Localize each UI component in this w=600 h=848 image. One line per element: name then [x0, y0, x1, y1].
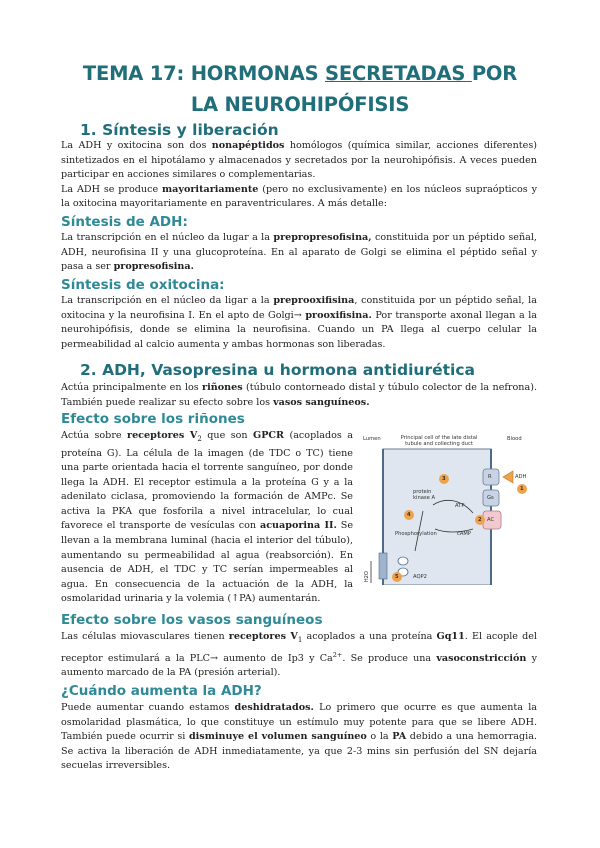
paragraph-adh-action: Actúa principalmente en los riñones (túbulo contorneado distal y túbulo colector de la nefrona). También puede realizar su efecto sobre los vasos sanguíneos.: [61, 382, 537, 408]
blood-label: Blood: [507, 436, 522, 442]
principal-cell-diagram: [361, 433, 539, 585]
atp-label: ATP: [455, 503, 465, 509]
step-number-5: 5: [395, 574, 399, 580]
aqp2-channel: [379, 553, 387, 579]
aqp2-label: AQP2: [413, 574, 427, 580]
title-text: LA NEUROHIPÓFISIS: [190, 93, 410, 116]
paragraph-vessels-effect: Las células miovasculares tienen receptores $V_1$ acoplados a una proteína Gq11. El acople del receptor estimulará a la PLC→ aumento de Ip3 y $Ca^{2+}$. Se produce una vasoconstricción y aumento marcado de la PA (presión arterial).: [61, 631, 538, 679]
step-number-2: 2: [478, 517, 482, 523]
paragraph-adh-synthesis: La transcripción en el núcleo da lugar a la prepropresofisina, constituida por un péptido señal, ADH, neurofisina II y una glucoproteína. En al aparato de Golgi se elimina el péptido señal y pasa a ser propresofisina.: [61, 232, 537, 273]
adh-label: ADH: [515, 474, 527, 480]
subheading-vessels: Efecto sobre los vasos sanguíneos: [61, 612, 323, 628]
ac-label: AC: [487, 517, 495, 523]
phosphorylation-label: Phosphorylation: [395, 531, 437, 537]
gs-label: Gs: [487, 495, 494, 501]
subheading-kidney: Efecto sobre los riñones: [61, 411, 245, 427]
lumen-label: Lumen: [363, 436, 381, 442]
diagram-svg: [361, 433, 539, 585]
paragraph-when-adh: Puede aumentar cuando estamos deshidratados. Lo primero que ocurre es que aumenta la osmolaridad plasmática, lo que constituye un estímulo muy potente para que se libere ADH. También puede ocurrir si disminuye el volumen sanguíneo o la PA debido a una hemorragia. Se activa la liberación de ADH inmediatamente, ya que 2-3 mins sin perfusión del SN dejaría secuelas irreversibles.: [61, 702, 537, 772]
adh-icon: [503, 471, 513, 483]
subheading-adh: Síntesis de ADH:: [61, 214, 188, 230]
h2o-label: H2O: [364, 571, 370, 583]
paragraph-oxitocina-synthesis: La transcripción en el núcleo da ligar a la preprooxifisina, constituida por un péptido señal, la oxitocina y la neurofisina I. En el apto de Golgi→ prooxifisina. Por transporte axonal llegan a la neurohipófisis, donde se elimina la neurofisina. Cuando un PA llega al cuerpo celular la permeabilidad al calcio aumenta y ambas hormonas son liberadas.: [61, 295, 537, 350]
paragraph-kidney-effect: Actúa sobre receptores $V_2$ que son GPCR (acoplados a proteína G). La célula de la imagen (de TDC o TC) tiene una parte orientada hacia el torrente sanguíneo, por donde llega la ADH. El receptor estimula a la proteína G y a la adenilato ciclasa, promoviendo la formación de AMPc. Se activa la PKA que fosforila a nivel intracelular, lo cual favorece el transporte de vesículas con acuaporina II. Se llevan a la membrana luminal (hacia el interior del túbulo), aumentando su permeabilidad al agua (reabsorción). En ausencia de ADH, el TDC y TC serían impermeables al agua. En consecuencia de la actuación de la ADH, la osmolaridad urinaria y la volemia (↑PA) aumentarán.: [61, 430, 353, 605]
section-heading-1: 1. Síntesis y liberación: [80, 121, 279, 139]
title-underlined: SECRETADAS: [325, 62, 472, 85]
page-title: [40, 58, 560, 120]
vesicle-icon: [398, 557, 408, 565]
title-text: TEMA 17: HORMONAS: [82, 62, 326, 85]
section-heading-2: 2. ADH, Vasopresina u hormona antidiurética: [80, 361, 475, 379]
step-number-3: 3: [442, 476, 446, 482]
title-text: POR: [471, 62, 518, 85]
cell-body: [383, 449, 491, 585]
subheading-oxitocina: Síntesis de oxitocina:: [61, 277, 225, 293]
camp-label: cAMP: [457, 531, 472, 537]
cell-label: Principal cell of the late distal tubule and collecting duct: [400, 435, 478, 447]
step-number-1: 1: [520, 486, 524, 492]
step-number-4: 4: [407, 512, 411, 518]
pka-label: protein kinase A: [413, 489, 436, 501]
paragraph-intro: La ADH y oxitocina son dos nonapéptidos homólogos (química similar, acciones diferentes) sintetizados en el hipotálamo y almacenados y secretados por la neurohipófisis. A veces pueden participar en acciones similares o complementarias. La ADH se produce mayoritariamente (pero no exclusivamente) en los núcleos supraópticos y la oxitocina mayoritariamente en paraventriculares. A más detalle:: [61, 140, 537, 210]
receptor-label: R: [488, 474, 492, 480]
subheading-when-adh: ¿Cuándo aumenta la ADH?: [61, 683, 262, 699]
